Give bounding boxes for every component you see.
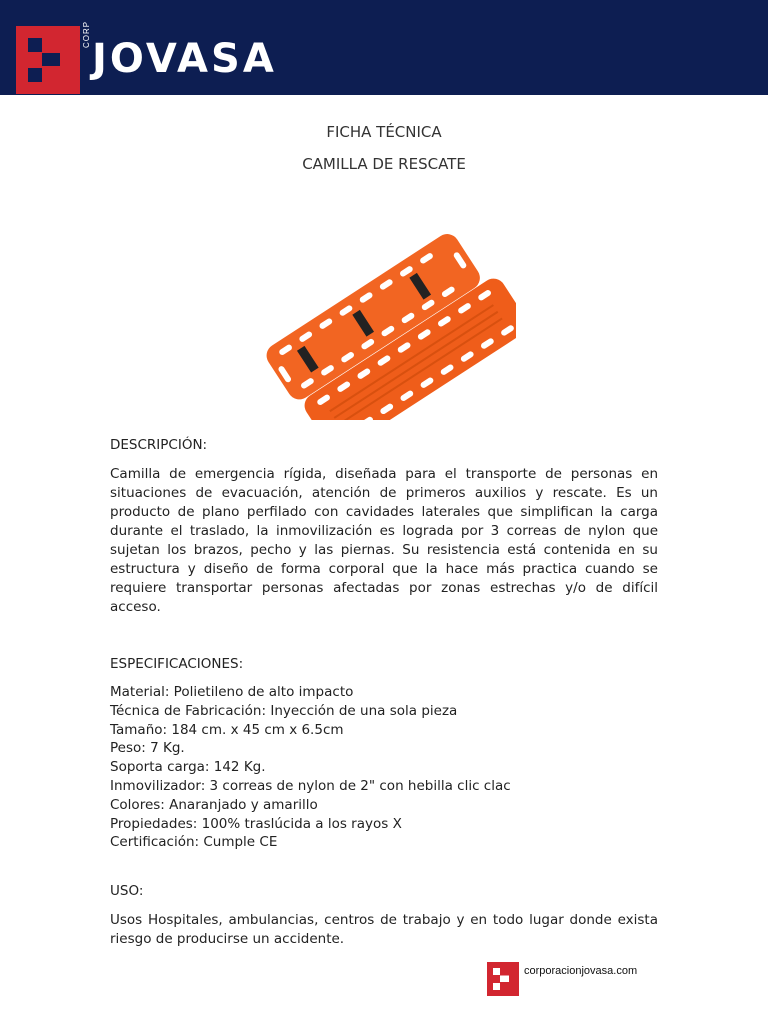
- spec-certificacion: Certificación: Cumple CE: [110, 834, 278, 851]
- page-header: [0, 0, 768, 95]
- spec-inmovilizador: Inmovilizador: 3 correas de nylon de 2" con hebilla clic clac: [110, 777, 511, 794]
- spec-material: Material: Polietileno de alto impacto: [110, 684, 354, 700]
- spec-peso: Peso: 7 Kg.: [110, 740, 185, 757]
- jovasa-logo-icon: [487, 962, 519, 1000]
- descripcion-text: Camilla de emergencia rígida, diseñada para el transporte de personas en situaciones de evacuación, atención de primeros auxilios y rescate. Es un producto de plano perfilado con cavidades laterales que simplifican la carga durante el traslado, la inmovilización es lograda por 3 correas de nylon que sujetan los brazos, pecho y las piernas. Su resistencia está contenida en su estructura y diseño de forma corporal que la hace más practica cuando se requiere transportar personas afectadas por zonas estrechas y/o de difícil acceso.: [110, 466, 658, 615]
- spec-carga: Soporta carga: 142 Kg.: [110, 759, 266, 776]
- spec-tecnica: Técnica de Fabricación: Inyección de una sola pieza: [110, 702, 458, 719]
- especificaciones-list: [110, 683, 658, 852]
- uso-heading: USO:: [110, 883, 144, 899]
- spec-propiedades: Propiedades: 100% traslúcida a los rayos X: [110, 815, 402, 832]
- document-title: FICHA TÉCNICA: [326, 123, 442, 141]
- spec-tamano: Tamaño: 184 cm. x 45 cm x 6.5cm: [110, 721, 344, 738]
- especificaciones-heading: ESPECIFICACIONES:: [110, 656, 244, 672]
- logo-wordmark: JOVASA: [92, 36, 277, 82]
- spec-colores: Colores: Anaranjado y amarillo: [110, 796, 318, 813]
- document-subtitle: CAMILLA DE RESCATE: [302, 155, 466, 173]
- footer-website-link[interactable]: corporacionjovasa.com: [524, 965, 638, 977]
- uso-text: Usos Hospitales, ambulancias, centros de trabajo y en todo lugar donde exista riesgo de producirse un accidente.: [110, 912, 658, 947]
- descripcion-heading: DESCRIPCIÓN:: [110, 437, 208, 453]
- logo-corp-label: CORP: [82, 20, 91, 48]
- rescue-stretcher-image: [252, 192, 516, 424]
- jovasa-logo-icon: [16, 26, 80, 98]
